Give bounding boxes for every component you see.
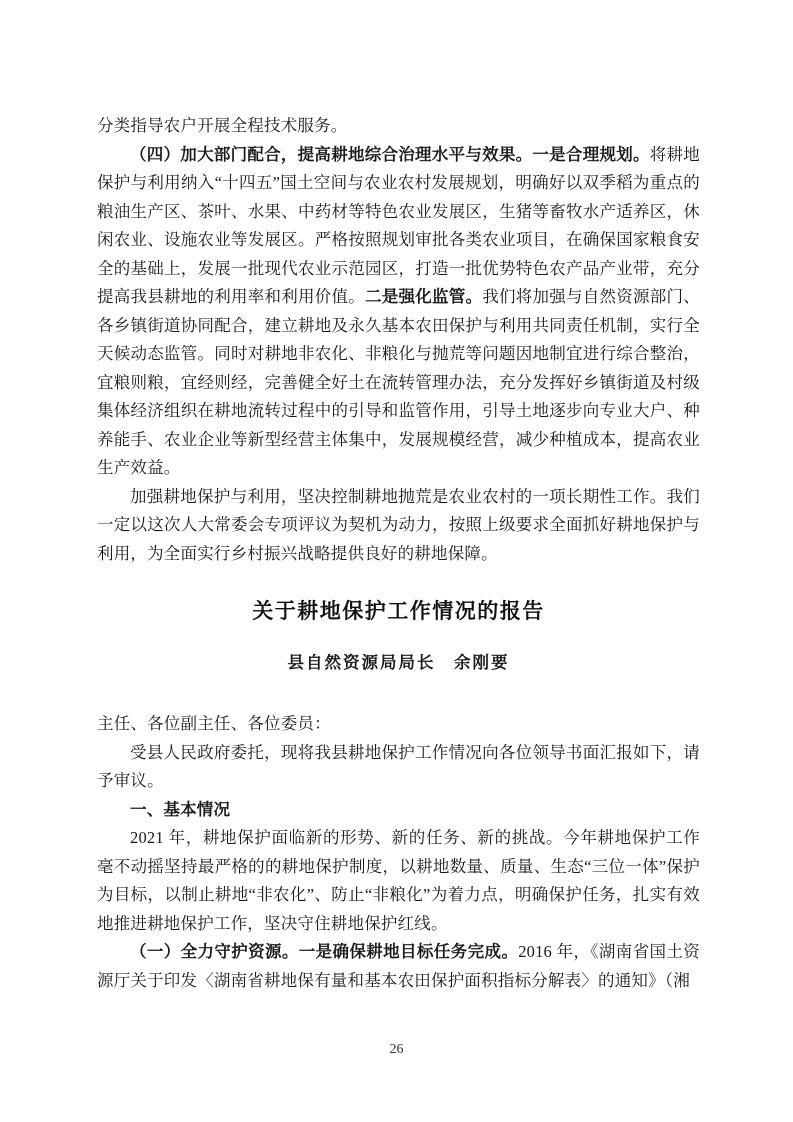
text-run: 主任、各位副主任、各位委员： (97, 714, 331, 733)
bold-text-run: （一）全力守护资源。一是确保耕地目标任务完成。 (130, 943, 519, 961)
paragraph (97, 710, 700, 739)
text-run: 2016 年，《湖南省国土资源厅关于印发〈湖南省耕地保有量和基本农田保护面积指标分解表〉的通知》（湘 (97, 942, 700, 990)
paragraph (97, 796, 700, 825)
report-body-section (97, 710, 700, 995)
paragraph (97, 938, 700, 995)
bold-text-run: （四）加大部门配合，提高耕地综合治理水平与效果。一是合理规划。 (130, 145, 650, 164)
text-run: 2021 年，耕地保护面临新的形势、新的任务、新的挑战。今年耕地保护工作毫不动摇坚持最严格的的耕地保护制度，以耕地数量、质量、生态“三位一体”保护为目标，以制止耕地“非农化”、防止“非粮化”为着力点，明确保护任务，扎实有效地推进耕地保护工作，坚决守住耕地保护红线。 (97, 828, 700, 933)
text-run: 我们将加强与自然资源部门、各乡镇街道协同配合，建立耕地及永久基本农田保护与利用共同责任机制，实行全天候动态监管。同时对耕地非农化、非粮化与抛荒等问题因地制宜进行综合整治，宜粮则粮，宜经则经，完善健全好土在流转管理办法，充分发挥好乡镇街道及村级集体经济组织在耕地流转过程中的引导和监管作用，引导土地逐步向专业大户、种养能手、农业企业等新型经营主体集中，发展规模经营，减少种植成本，提高农业生产效益。 (97, 287, 700, 477)
paragraph (97, 824, 700, 938)
text-run: 分类指导农户开展全程技术服务。 (97, 116, 348, 135)
text-run: 受县人民政府委托，现将我县耕地保护工作情况向各位领导书面汇报如下，请予审议。 (97, 742, 700, 790)
paragraph (97, 112, 700, 141)
text-run: 加强耕地保护与利用，坚决控制耕地抛荒是农业农村的一项长期性工作。我们一定以这次人大常委会专项评议为契机为动力，按照上级要求全面抓好耕地保护与利用，为全面实行乡村振兴战略提供良好的耕地保障。 (97, 486, 700, 563)
previous-report-ending-section (97, 112, 700, 568)
bold-text-run: 一、基本情况 (130, 800, 231, 819)
report-title: 关于耕地保护工作情况的报告 (252, 600, 545, 623)
report-author: 县自然资源局局长 余刚要 (287, 653, 510, 672)
paragraph (97, 483, 700, 569)
bold-text-run: 二是强化监管。 (365, 288, 483, 306)
page-number: 26 (389, 1042, 404, 1057)
paragraph (97, 141, 700, 483)
text-run: 将耕地保护与利用纳入“十四五”国土空间与农业农村发展规划，明确好以双季稻为重点的粮油生产区、茶叶、水果、中药材等特色农业发展区，生猪等畜牧水产适养区，休闲农业、设施农业等发展区。严格按照规划审批各类农业项目，在确保国家粮食安全的基础上，发展一批现代农业示范园区，打造一批优势特色农产品产业带，充分提高我县耕地的利用率和利用价值。 (97, 144, 700, 306)
paragraph (97, 739, 700, 796)
